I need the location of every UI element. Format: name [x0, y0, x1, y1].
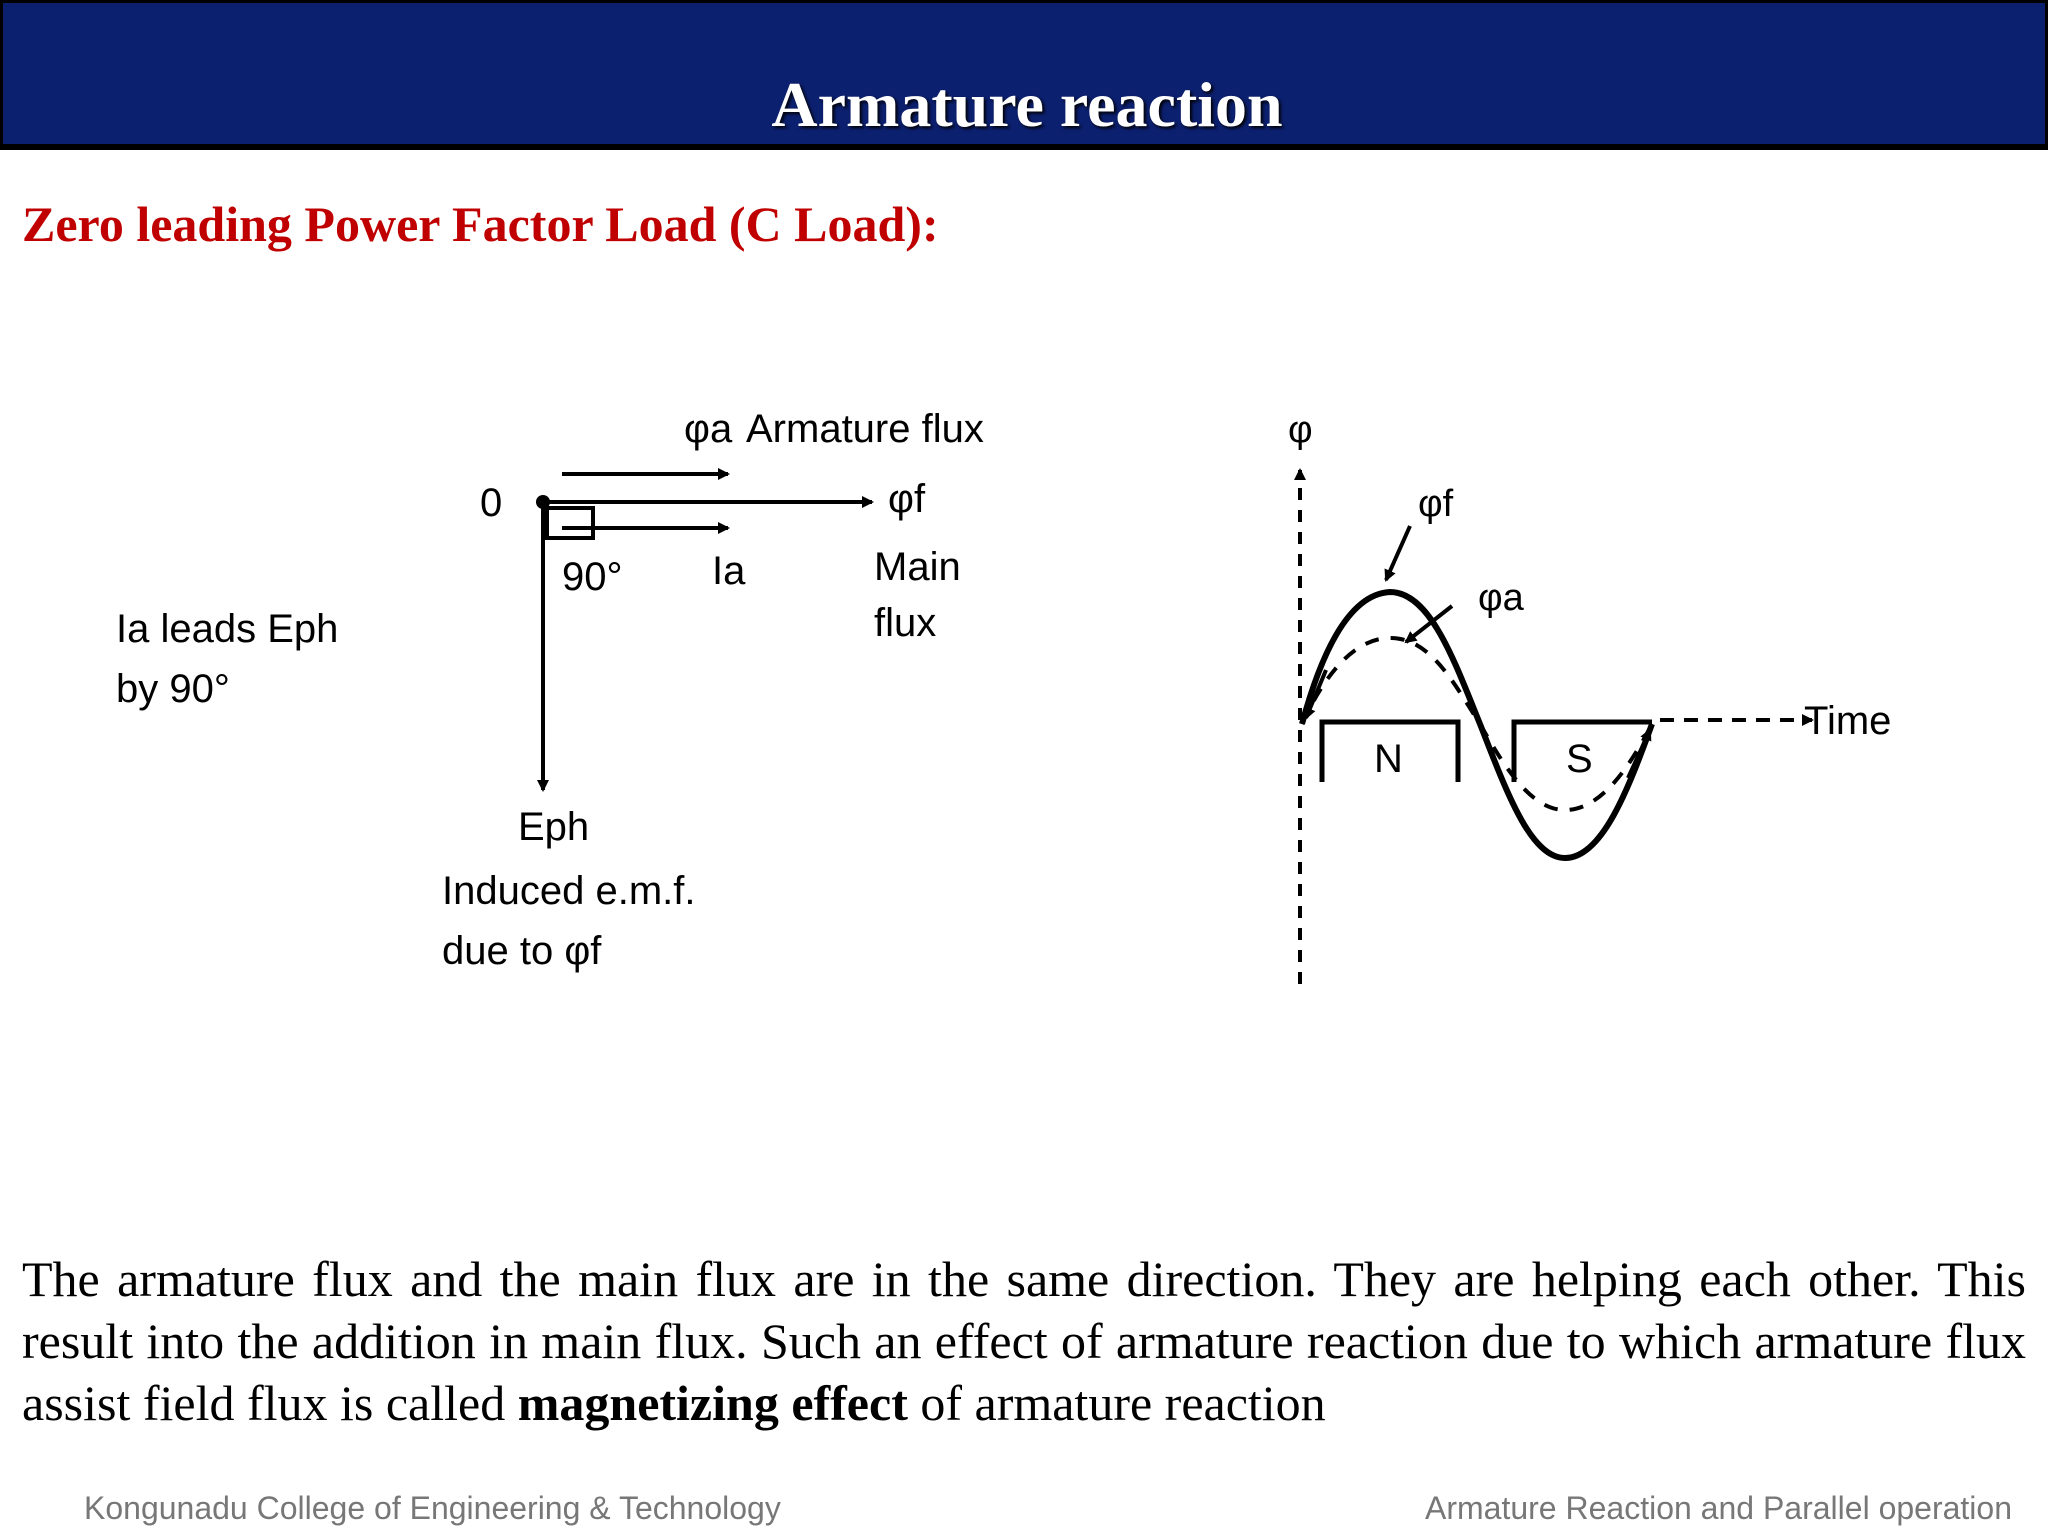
- lead-line2: by 90°: [116, 667, 230, 711]
- flux-waveform-diagram: [1240, 380, 2040, 1020]
- lead-line1: Ia leads Eph: [116, 607, 339, 651]
- armature-current-label: Ia: [712, 549, 746, 593]
- body-text-bold: magnetizing effect: [517, 1375, 908, 1431]
- time-label: Time: [1804, 699, 1892, 743]
- body-paragraph: [22, 1248, 2026, 1434]
- body-text-before: The armature flux and the main flux are in the same direction. They are helping each other. This result into the addition in main flux. Such an effect of armature reaction due to which armature flux assist field flux is called: [22, 1251, 2026, 1431]
- angle-label: 90°: [562, 555, 623, 599]
- body-text-after: of armature reaction: [907, 1375, 1326, 1431]
- slide-subtitle: Zero leading Power Factor Load (C Load):: [22, 196, 939, 252]
- phasor-diagram: [0, 380, 1100, 1020]
- origin-label: 0: [480, 481, 503, 525]
- y-axis-label: φ: [1288, 409, 1313, 451]
- main-flux-wave: [1302, 592, 1652, 858]
- main-flux-line2: flux: [874, 601, 937, 645]
- emf-desc-line1: Induced e.m.f.: [442, 869, 696, 913]
- right-angle-marker: [547, 508, 593, 538]
- armature-flux-symbol: φa: [684, 407, 733, 451]
- phi-a-label: φa: [1478, 577, 1524, 619]
- emf-desc-line2: due to φf: [442, 929, 602, 973]
- s-pole-label: S: [1566, 737, 1593, 781]
- emf-label: Eph: [518, 805, 590, 849]
- right-curve-arrow: [1628, 730, 1650, 778]
- armature-flux-label: Armature flux: [746, 407, 984, 451]
- phi-f-pointer: [1386, 526, 1410, 580]
- n-pole-label: N: [1374, 737, 1403, 781]
- main-flux-line1: Main: [874, 545, 961, 589]
- phi-f-label: φf: [1418, 483, 1454, 525]
- footer-left: Kongunadu College of Engineering & Technology: [84, 1490, 781, 1526]
- main-flux-symbol: φf: [888, 477, 926, 521]
- slide-title: Armature reaction: [771, 69, 1283, 140]
- footer-right: Armature Reaction and Parallel operation: [1425, 1490, 2012, 1526]
- title-bar: [0, 0, 2048, 150]
